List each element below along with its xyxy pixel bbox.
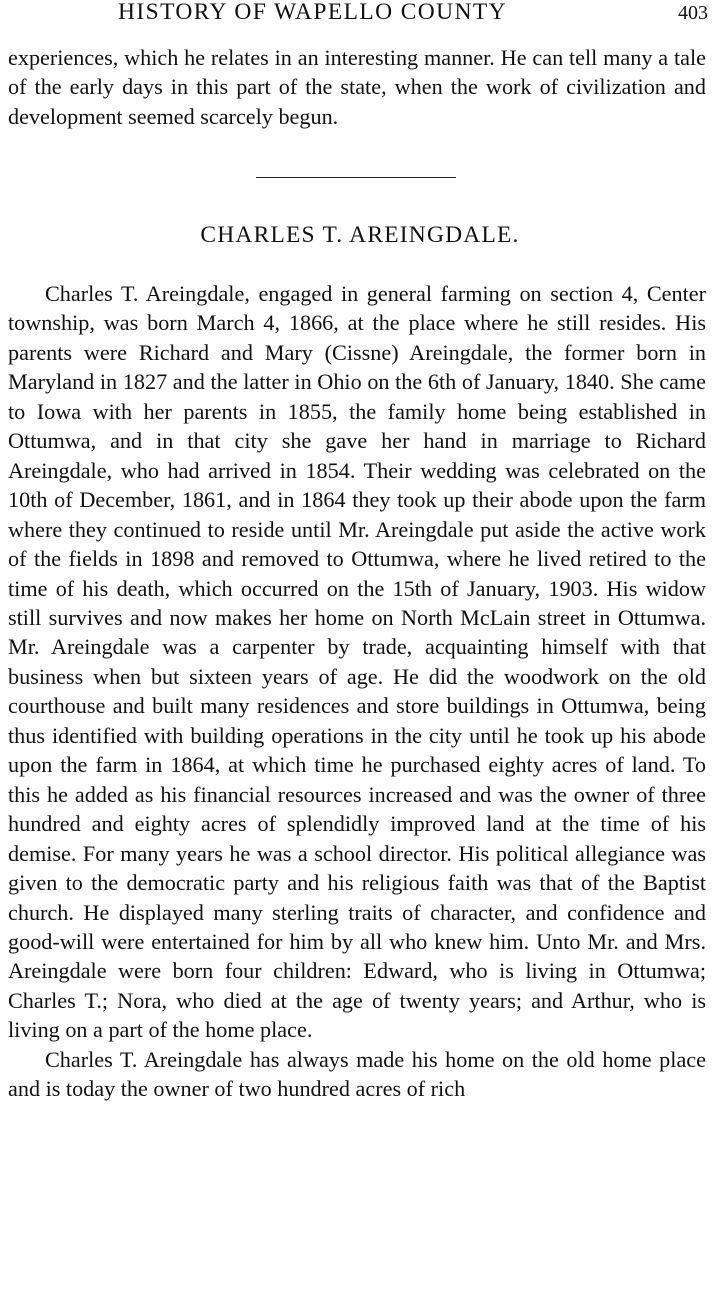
article-body (8, 279, 706, 1104)
body-paragraph: Charles T. Areingdale has always made his home on the old home place and is today the owner of two hundred acres of rich (8, 1046, 706, 1102)
page-number: 403 (678, 2, 708, 24)
body-paragraph: Charles T. Areingdale, engaged in general farming on section 4, Center township, was born March 4, 1866, at the place where he still resides. His parents were Richard and Mary (Cissne) Areingdale, the former born in Maryland in 1827 and the latter in Ohio on the 6th of January, 1840. She came to Iowa with her parents in 1855, the family home being established in Ottumwa, and in that city she gave her hand in marriage to Richard Areingdale, who had arrived in 1854. Their wedding was celebrated on the 10th of December, 1861, and in 1864 they took up their abode upon the farm where they continued to reside until Mr. Areingdale put aside the active work of the fields in 1898 and removed to Ottumwa, where he lived retired to the time of his death, which occurred on the 15th of January, 1903. His widow still survives and now makes her home on North McLain street in Ottumwa. Mr. Areingdale was a carpenter by trade, acquainting himself with that business when but sixteen years of age. He did the woodwork on the old courthouse and built many residences and store buildings in Ottumwa, being thus identified with building operations in the city until he took up his abode upon the farm in 1864, at which time he purchased eighty acres of land. To this he added as his financial resources increased and was the owner of three hundred and eighty acres of splendidly improved land at the time of his demise. For many years he was a school director. His political allegiance was given to the democratic party and his religious faith was that of the Baptist church. He displayed many sterling traits of character, and confidence and good-will were entertained for him by all who knew him. Unto Mr. and Mrs. Areingdale were born four children: Edward, who is living in Ottumwa; Charles T.; Nora, who died at the age of twenty years; and Arthur, who is living on a part of the home place. (8, 281, 706, 1043)
section-heading: CHARLES T. AREINGDALE. (200, 222, 520, 248)
continuation-text-block (8, 43, 706, 131)
running-title: HISTORY OF WAPELLO COUNTY (118, 0, 508, 25)
running-header (0, 0, 720, 28)
continuation-paragraph: experiences, which he relates in an interesting manner. He can tell many a tale of the early days in this part of the state, when the work of civilization and development seemed scarcely begun. (8, 45, 706, 129)
section-divider (256, 177, 456, 178)
